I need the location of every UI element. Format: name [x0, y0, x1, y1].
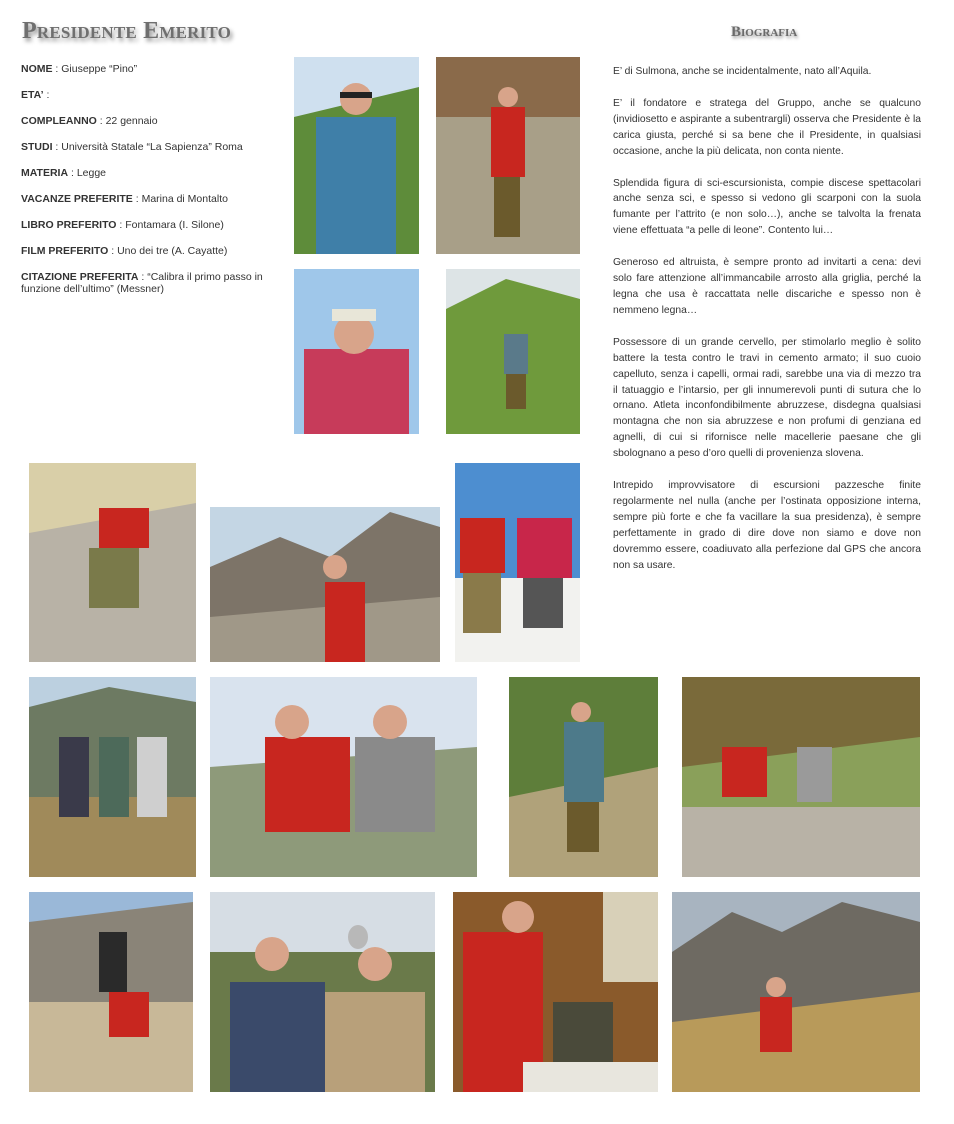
bio-paragraph: Splendida figura di sci-escursionista, compie discese spettacolari anche senza sci, e spesso si vedono gli scarponi con la suola fumante per l’attrito (e non solo…), anche se talvolta la frenata viene effettuata “a pelle di leone”. Contento lui… — [613, 177, 921, 237]
bio-paragraph: Possessore di un grande cervello, per stimolarlo meglio è solito battere la testa contro le travi in cemento armato; il suo cuoio capelluto, senza i capelli, ormai radi, sarebbe una via di mezzo tra il tatuaggio e l’intarsio, per gli innumerevoli punti di sutura che lo ornano. Atleta inconfondibilmente abruzzese, disdegna qualsiasi montagna che non sia abruzzese e non profumi di genziana ed agnelli, di cui si rifornisce nelle macellerie paesane che gli sbolognano a peso d’oro quelli di provenienza slovena. — [613, 336, 921, 460]
profile-row-age: ETA’ : — [21, 89, 50, 101]
photo-group-of-three — [29, 677, 196, 877]
photo-hiker-valley — [446, 269, 580, 434]
profile-row-quote: CITAZIONE PREFERITA : “Calibra il primo passo in funzione dell’ultimo” (Messner) — [21, 271, 263, 295]
photo-hiker-closeup-sky — [294, 269, 419, 434]
bio-paragraph: Generoso ed altruista, è sempre pronto ad invitarti a cena: devi solo fare attenzione all’immancabile arrosto alla griglia, perché la legna che usa è raccattata nelle discariche e spesso non è nemmeno legna… — [613, 257, 921, 316]
profile-row-birthday: COMPLEANNO : 22 gennaio — [21, 115, 158, 127]
profile-row-film: FILM PREFERITO : Uno dei tre (A. Cayatte) — [21, 245, 228, 257]
photo-dinner-table — [453, 892, 658, 1092]
photo-hiker-mountain-ridge — [210, 507, 440, 662]
photo-hiker-autumn-slope — [436, 57, 580, 254]
photo-two-hikers-snow — [455, 463, 580, 662]
photo-hiker-forest-path — [509, 677, 658, 877]
photo-hiker-mountain-summit — [672, 892, 920, 1092]
photo-hiker-portrait-meadow — [294, 57, 419, 254]
bio-paragraph: Intrepido improvvisatore di escursioni pazzesche finite regolarmente nel nulla (anche per l’ostinata opposizione interna, sempre più forte e che fa vacillare la sua presidenza), è sempre perfettamente in grado di dire dove non siamo e dove non dovremmo essere, coadiuvato alla perfezione dal GPS che ancora non sa usare. — [613, 480, 921, 571]
profile-row-holidays: VACANZE PREFERITE : Marina di Montalto — [21, 193, 228, 205]
profile-row-book: LIBRO PREFERITO : Fontamara (I. Silone) — [21, 219, 224, 231]
photo-two-hikers-green-hill — [682, 677, 920, 877]
photo-two-men-dome-background — [210, 892, 435, 1092]
biography-text — [613, 64, 921, 589]
profile-row-subject: MATERIA : Legge — [21, 167, 107, 179]
profile-info — [21, 63, 266, 309]
photo-hikers-dusty-trail — [29, 892, 193, 1092]
biography-title: Biografia — [731, 24, 798, 40]
profile-row-name: NOME : Giuseppe “Pino” — [21, 63, 138, 75]
page-title: Presidente Emerito — [22, 18, 232, 44]
photo-hiker-rocky-climb — [29, 463, 196, 662]
profile-row-studies: STUDI : Università Statale “La Sapienza” Roma — [21, 141, 243, 153]
photo-two-hikers-resting — [210, 677, 477, 877]
bio-paragraph: E’ il fondatore e stratega del Gruppo, anche se qualcuno (invidiosetto e aspirante a subentrargli) osserva che Presidente è la carica giusta, perché si sa bene che il Presidente, in qualsiasi occasione, anche la più delicata, non conta niente. — [613, 97, 921, 157]
bio-paragraph: E’ di Sulmona, anche se incidentalmente, nato all’Aquila. — [613, 66, 872, 77]
